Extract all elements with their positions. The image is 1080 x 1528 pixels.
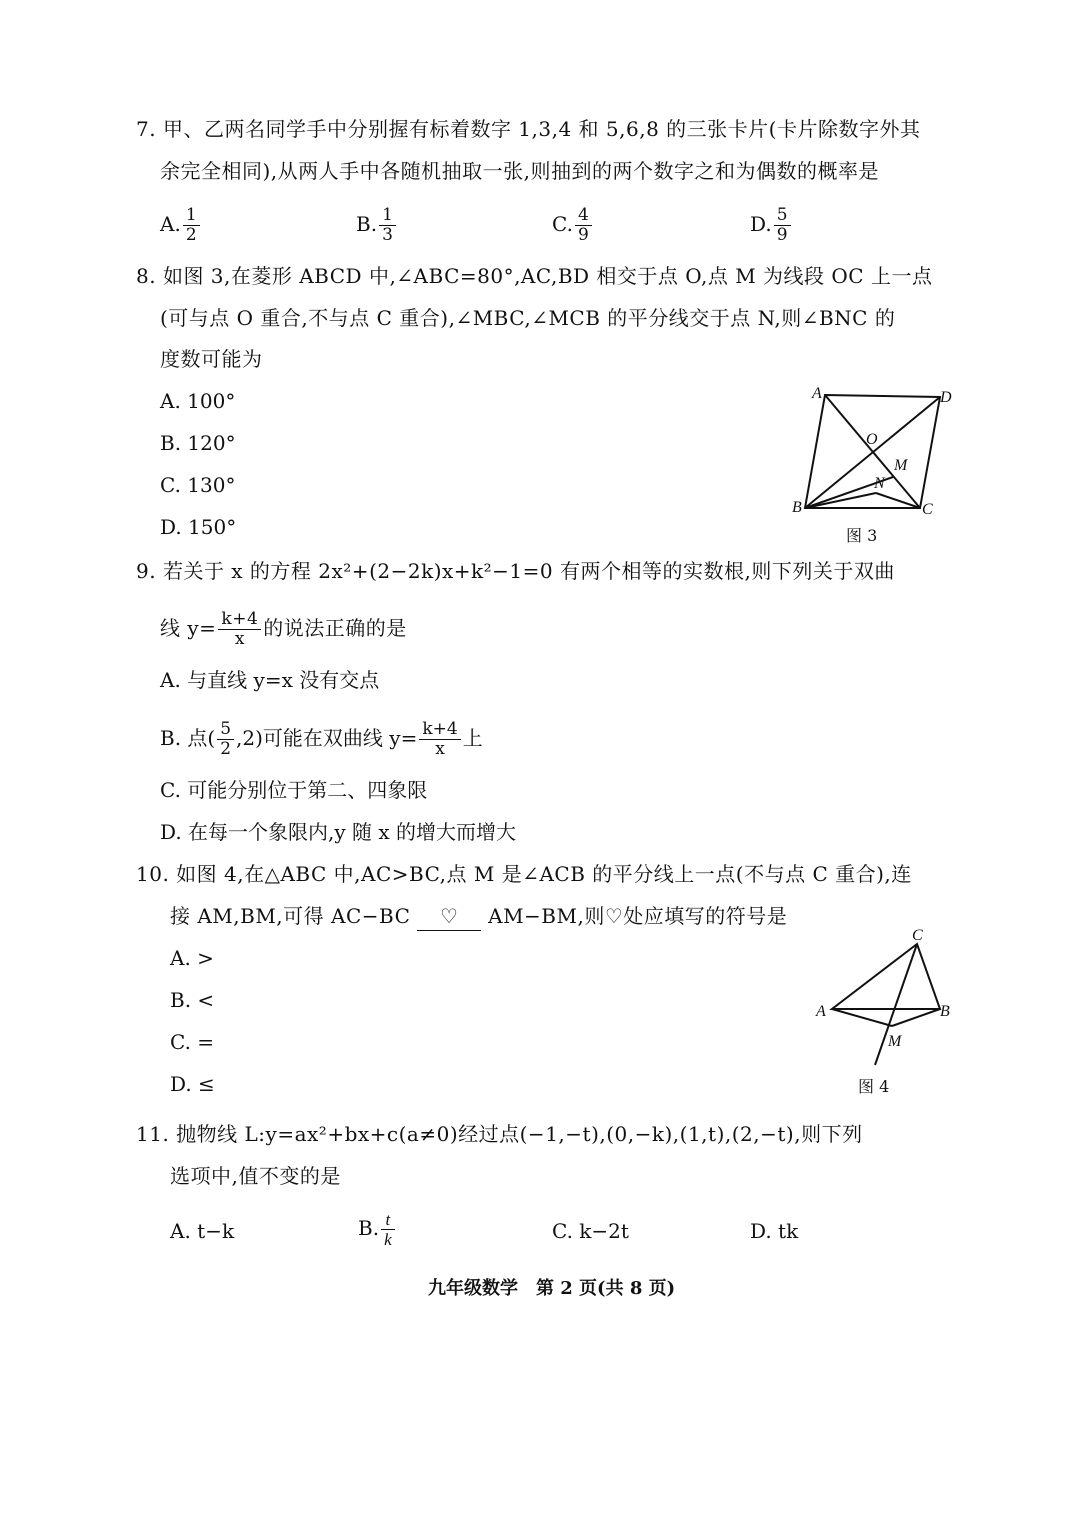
q7-stem-line2: 余完全相同),从两人手中各随机抽取一张,则抽到的两个数字之和为偶数的概率是 bbox=[160, 159, 880, 183]
fig3-label-a: A bbox=[812, 385, 822, 402]
q7-option-d: D. $\frac{5}{9}$ bbox=[750, 206, 793, 245]
q9-option-b: B. 点( $\frac{5}{2}$ ,2)可能在双曲线 y= $\frac{k+4}{x}$ 上 bbox=[160, 719, 483, 759]
q9-stem-line2: 线 y= $\frac{k+4}{x}$ 的说法正确的是 bbox=[160, 609, 407, 649]
fig3-label-b: B bbox=[792, 499, 802, 516]
fig4-caption: 图 4 bbox=[858, 1077, 890, 1096]
diagonal-bd bbox=[805, 397, 940, 508]
q10-option-c: C. = bbox=[170, 1030, 215, 1054]
q9-option-d: D. 在每一个象限内,y 随 x 的增大而增大 bbox=[160, 820, 517, 844]
q8-stem-line2: (可与点 O 重合,不与点 C 重合),∠MBC,∠MCB 的平分线交于点 N,则∠BNC 的 bbox=[160, 306, 896, 330]
q8-option-b: B. 120° bbox=[160, 431, 236, 455]
segment-bm bbox=[892, 1009, 940, 1026]
fig4-label-m: M bbox=[888, 1033, 902, 1050]
q11-stem-line2: 选项中,值不变的是 bbox=[170, 1164, 341, 1188]
q10-stem-line2: 接 AM,BM,可得 AC−BC ♡ AM−BM,则♡处应填写的符号是 bbox=[170, 902, 787, 931]
q11-option-a: A. t−k bbox=[170, 1219, 235, 1243]
q10-option-d: D. ≤ bbox=[170, 1072, 215, 1096]
q7-stem-line1: 7. 甲、乙两名同学手中分别握有标着数字 1,3,4 和 5,6,8 的三张卡片(卡片除数字外其 bbox=[136, 117, 921, 141]
q10-option-a: A. > bbox=[170, 946, 214, 970]
fig3-caption: 图 3 bbox=[846, 526, 878, 545]
q7-option-b: B. $\frac{1}{3}$ bbox=[356, 206, 398, 245]
segment-am bbox=[832, 1009, 892, 1026]
fig4-label-a: A bbox=[816, 1003, 826, 1020]
q8-option-d: D. 150° bbox=[160, 515, 237, 539]
fig3-label-m: M bbox=[894, 457, 908, 474]
q8-option-a: A. 100° bbox=[160, 389, 236, 413]
fig3-label-d: D bbox=[940, 389, 952, 406]
fig3-label-o: O bbox=[866, 431, 878, 448]
q9-option-a: A. 与直线 y=x 没有交点 bbox=[160, 668, 380, 692]
q11-option-d: D. tk bbox=[750, 1219, 799, 1243]
q11-option-c: C. k−2t bbox=[552, 1219, 629, 1243]
fig3-label-n: N bbox=[874, 475, 885, 492]
q7-option-c: C. $\frac{4}{9}$ bbox=[552, 206, 594, 245]
triangle-abc bbox=[832, 944, 940, 1009]
q11-stem-line1: 11. 抛物线 L:y=ax²+bx+c(a≠0)经过点(−1,−t),(0,−k),(1,t),(2,−t),则下列 bbox=[136, 1122, 863, 1146]
q10-stem-line1: 10. 如图 4,在△ABC 中,AC>BC,点 M 是∠ACB 的平分线上一点(不与点 C 重合),连 bbox=[136, 862, 912, 886]
page-footer: 九年级数学 第 2 页(共 8 页) bbox=[428, 1278, 676, 1299]
fig4-label-c: C bbox=[912, 927, 923, 944]
q9-option-c: C. 可能分别位于第二、四象限 bbox=[160, 778, 428, 802]
q8-stem-line1: 8. 如图 3,在菱形 ABCD 中,∠ABC=80°,AC,BD 相交于点 O,点 M 为线段 OC 上一点 bbox=[136, 264, 933, 288]
q9-stem-line1: 9. 若关于 x 的方程 2x²+(2−2k)x+k²−1=0 有两个相等的实数根,则下列关于双曲 bbox=[136, 559, 895, 583]
q7-option-a: A. $\frac{1}{2}$ bbox=[160, 206, 202, 245]
q11-option-b: B. $\frac{t}{k}$ bbox=[358, 1210, 397, 1249]
q8-stem-line3: 度数可能为 bbox=[160, 347, 263, 371]
q10-answer-blank: ♡ bbox=[417, 902, 481, 931]
q10-option-b: B. < bbox=[170, 988, 215, 1012]
fig4-label-b: B bbox=[940, 1003, 950, 1020]
q8-option-c: C. 130° bbox=[160, 473, 236, 497]
fig3-label-c: C bbox=[922, 501, 933, 518]
